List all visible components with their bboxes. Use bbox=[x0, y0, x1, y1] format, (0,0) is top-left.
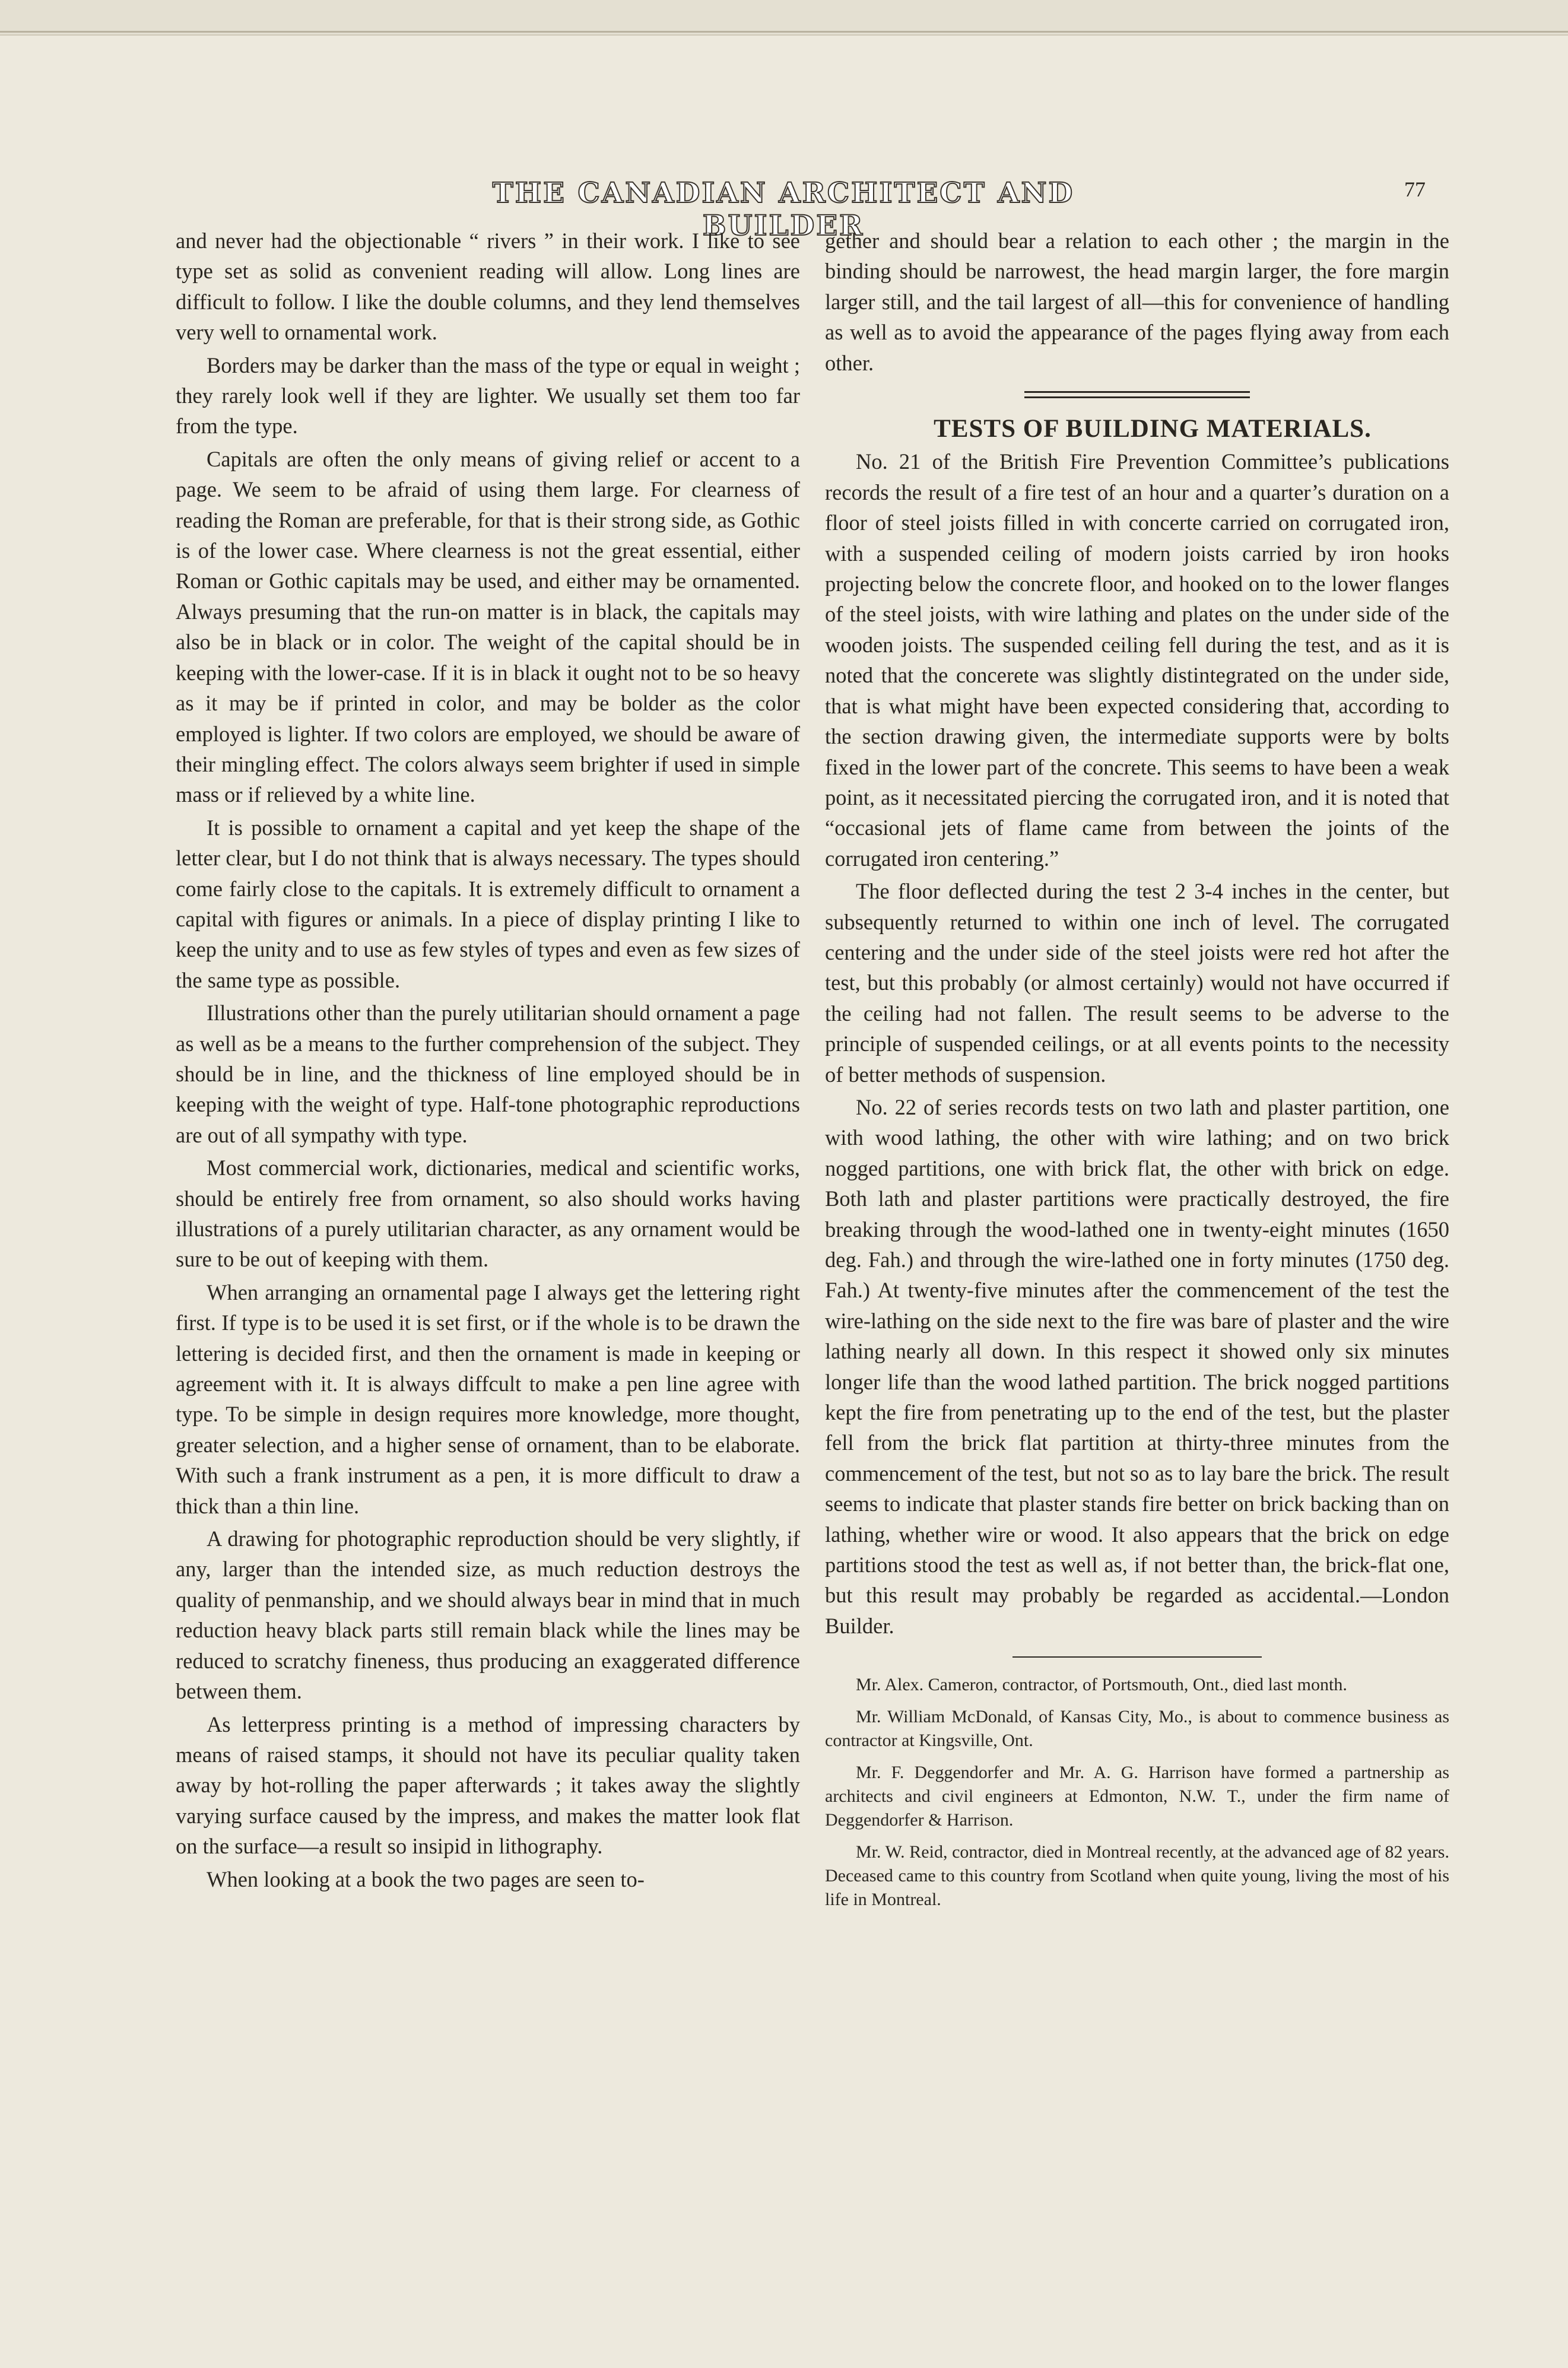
page-number: 77 bbox=[1404, 177, 1426, 201]
paragraph: It is possible to ornament a capital and yet keep the shape of the letter clear, but I do not think that is always necessary. The types should come fairly close to the capitals. It is extremely difficult to ornament a capital with figures or animals. In a piece of display printing I like to keep the unity and to use as few styles of types and even as few sizes of the same type as possible. bbox=[176, 815, 800, 992]
paragraph: Capitals are often the only means of giving relief or accent to a page. We seem to be afraid of using them large. For clearness of reading the Roman are preferable, for that is their strong side, as Gothic is of the lower case. Where clearness is not the great essential, either Roman or Gothic capitals may be used, and either may be ornamented. Always presuming that the run-on matter is in black, the capitals may also be in black or in color. The weight of the capital should be in keeping with the lower-case. If it is in black it ought not to be so heavy as it may be if printed in color, and may be bolder as the color employed is lighter. If two colors are employed, we should be aware of their mingling effect. The colors always seem brighter if used in simple mass or if relieved by a white line. bbox=[176, 446, 800, 807]
top-rule bbox=[0, 31, 1568, 33]
previous-page-edge bbox=[0, 0, 1568, 36]
paragraph: When arranging an ornamental page I always get the lettering right first. If type is to be used it is set first, or if the whole is to be drawn the lettering is decided first, and then the ornament is made in keeping or agreement with it. It is always diffcult to make a pen line agree with type. To be simple in design requires more knowledge, more thought, greater selection, and a higher sense of ornament, than to be elaborate. With such a frank instrument as a pen, it is more difficult to draw a thick than a thin line. bbox=[176, 1280, 800, 1518]
page-header bbox=[172, 177, 1454, 242]
running-title: THE CANADIAN ARCHITECT AND BUILDER bbox=[492, 177, 1075, 242]
paragraph: No. 21 of the British Fire Prevention Committee’s publications records the result of a fire test of an hour and a quarter’s duration on a floor of steel joists filled in with concerte carried on corrugated iron, with a suspended ceiling of modern joists carried by iron hooks projecting below the concrete floor, and hooked on to the lower flanges of the steel joists, with wire lathing and plates on the under side of the wooden joists. The suspended ceiling fell during the test, and as it is noted that the concerete was slightly distintegrated on the under side, that is what might have been expected considering that, according to the section drawing given, the intermediate supports were by bolts fixed in the lower part of the concrete. This seems to have been a weak point, as it necessitated piercing the corrugated iron, and it is noted that “occasional jets of flame came from between the joints of the corrugated iron centering.” bbox=[825, 449, 1449, 871]
paragraph: gether and should bear a relation to each other ; the margin in the binding should be narrowest, the head margin larger, the fore margin larger still, and the tail largest of all—this for convenience of handling as well as to avoid the appearance of the pages flying away from each other. bbox=[825, 228, 1449, 375]
news-item: Mr. Alex. Cameron, contractor, of Portsmouth, Ont., died last month. bbox=[856, 1675, 1347, 1695]
section-divider bbox=[1024, 391, 1250, 398]
left-column bbox=[176, 226, 800, 1897]
news-item: Mr. W. Reid, contractor, died in Montreal recently, at the advanced age of 82 years. Deceased came to this country from Scotland when quite young, living the most of his life in Montreal. bbox=[825, 1842, 1449, 1910]
paragraph: A drawing for photographic reproduction should be very slightly, if any, larger than the intended size, as much reduction destroys the quality of penmanship, and we should always bear in mind that in much reduction heavy black parts still remain black while the lines may be reduced to scratchy fineness, thus producing an exaggerated difference between them. bbox=[176, 1526, 800, 1704]
news-item: Mr. William McDonald, of Kansas City, Mo., is about to commence business as contractor at Kingsville, Ont. bbox=[825, 1707, 1449, 1751]
section-heading: TESTS OF BUILDING MATERIALS. bbox=[934, 415, 1372, 443]
news-item: Mr. F. Deggendorfer and Mr. A. G. Harrison have formed a partnership as architects and civil engineers at Edmonton, N.W. T., under the firm name of Deggendorfer & Harrison. bbox=[825, 1763, 1449, 1830]
right-column bbox=[825, 226, 1449, 1920]
paragraph: Most commercial work, dictionaries, medical and scientific works, should be entirely free from ornament, so also should works having illustrations of a purely utilitarian character, as any ornament would be sure to be out of keeping with them. bbox=[176, 1156, 800, 1272]
paragraph: No. 22 of series records tests on two lath and plaster partition, one with wood lathing, the other with wire lathing; and on two brick nogged partitions, one with brick flat, the other with brick on edge. Both lath and plaster partitions were practically destroyed, the fire breaking through the wood-lathed one in twenty-eight minutes (1650 deg. Fah.) and through the wire-lathed one in forty minutes (1750 deg. Fah.) At twenty-five minutes after the commencement of the test the wire-lathing on the side next to the fire was bare of plaster and the wire lathing nearly all down. In this respect it showed only six minutes longer life than the wood lathed partition. The brick nogged partitions kept the fire from penetrating up to the end of the test, but the plaster fell from the brick flat partition at thirty-three minutes from the commencement of the test, but not so as to lay bare the brick. The result seems to indicate that plaster stands fire better on brick backing than on lathing, whether wire or wood. It also appears that the brick on edge partitions stood the test as well as, if not better than, the brick-flat one, but this result may probably be regarded as accidental.—London Builder. bbox=[825, 1094, 1449, 1638]
paragraph: When looking at a book the two pages are seen to- bbox=[207, 1867, 645, 1891]
paragraph: The floor deflected during the test 2 3-4 inches in the center, but subsequently returned to within one inch of level. The corrugated centering and the under side of the steel joists were red hot after the test, but this probably (or almost certainly) would not have occurred if the ceiling had not fallen. The result seems to be adverse to the principle of suspended ceilings, or at all events points to the necessity of better methods of suspension. bbox=[825, 879, 1449, 1087]
paragraph: Borders may be darker than the mass of the type or equal in weight ; they rarely look well if they are lighter. We usually set them too far from the type. bbox=[176, 353, 800, 439]
paragraph: As letterpress printing is a method of impressing characters by means of raised stamps, it should not have its peculiar quality taken away by hot-rolling the paper afterwards ; it takes away the slightly varying surface caused by the impress, and makes the matter look flat on the surface—a result so insipid in lithography. bbox=[176, 1712, 800, 1859]
paragraph: Illustrations other than the purely utilitarian should ornament a page as well as be a means to the further comprehension of the subject. They should be in line, and the thickness of line employed should be in keeping with the weight of type. Half-tone photographic reproductions are out of all sympathy with type. bbox=[176, 1001, 800, 1147]
paragraph: and never had the objectionable “ rivers ” in their work. I like to see type set as solid as convenient reading will allow. Long lines are difficult to follow. I like the double columns, and they lend themselves very well to ornamental work. bbox=[176, 228, 800, 345]
news-divider bbox=[1012, 1656, 1262, 1658]
